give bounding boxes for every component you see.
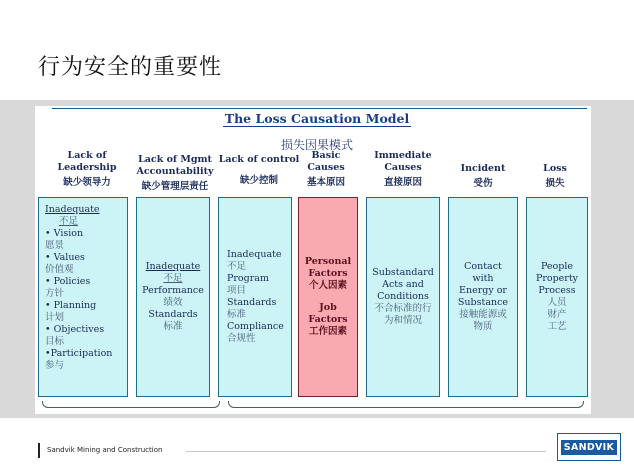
box-heading: Inadequate xyxy=(45,204,100,215)
box-accountability xyxy=(136,197,210,397)
sandvik-logo xyxy=(557,433,621,461)
box-heading-cn: 不足 xyxy=(163,273,183,284)
list-item-cn: 方针 xyxy=(45,288,65,299)
box-line: Program xyxy=(227,273,269,284)
box-line-cn: 接触能源或物质 xyxy=(459,309,507,332)
box-immediate-causes xyxy=(366,197,440,397)
list-item-cn: 参与 xyxy=(45,360,65,371)
list-item: • Values xyxy=(45,252,85,263)
model-title: The Loss Causation Model xyxy=(224,111,410,126)
box-heading: Inadequate xyxy=(145,261,201,272)
list-item: • Vision xyxy=(45,228,84,239)
footer-company: Sandvik Mining and Construction xyxy=(47,446,163,454)
box-control xyxy=(218,197,292,397)
box-line-cn: 标准 xyxy=(227,309,247,320)
footer-bar xyxy=(38,443,40,458)
box-line-cn: 工作因素 xyxy=(308,326,347,337)
brace-right xyxy=(228,401,584,408)
box-line-cn: 人员 财产 工艺 xyxy=(547,297,567,332)
col-head-immediate-causes: Immediate Causes 直接原因 xyxy=(374,150,432,188)
box-line: Personal Factors xyxy=(304,256,352,279)
box-incident xyxy=(448,197,518,397)
list-item-cn: 价值观 xyxy=(45,264,74,275)
col-head-control: Lack of control 缺少控制 xyxy=(218,154,300,186)
box-line-cn: 个人因素 xyxy=(308,280,347,291)
top-rule xyxy=(52,108,587,109)
list-item-cn: 愿景 xyxy=(45,240,65,251)
box-line-cn: 不足 xyxy=(227,261,247,272)
box-basic-causes xyxy=(298,197,358,397)
model-subtitle: 损失因果模式 xyxy=(280,138,353,152)
box-line-cn: 绩效 xyxy=(163,297,183,308)
col-head-accountability: Lack of Mgmt Accountability 缺少管理层责任 xyxy=(136,154,214,192)
brace-left xyxy=(42,401,220,408)
box-line-cn: 合规性 xyxy=(227,333,256,344)
list-item-cn: 计划 xyxy=(45,312,65,323)
box-line-cn: 标准 xyxy=(163,321,183,332)
col-head-incident: Incident 受伤 xyxy=(460,163,506,189)
col-head-loss: Loss 损失 xyxy=(543,163,567,189)
box-line: Standards xyxy=(148,309,198,320)
col-head-leadership: Lack of Leadership 缺少领导力 xyxy=(57,150,117,188)
list-item: • Policies xyxy=(45,276,91,287)
footer-rule xyxy=(186,451,546,452)
box-line: Standards xyxy=(227,297,277,308)
box-line-cn: 项目 xyxy=(227,285,247,296)
box-line: Contact with Energy or Substance xyxy=(457,261,509,308)
box-heading-cn: 不足 xyxy=(59,216,79,227)
box-line: Substandard Acts and Conditions xyxy=(372,267,434,302)
box-line-cn: 不合标准的行为和情况 xyxy=(374,303,432,326)
logo-text: SANDVIK xyxy=(561,440,617,455)
box-leadership xyxy=(38,197,128,397)
list-item: • Planning xyxy=(45,300,97,311)
box-loss xyxy=(526,197,588,397)
box-line: Inadequate xyxy=(227,249,282,260)
slide-title: 行为安全的重要性 xyxy=(38,55,223,80)
box-line: Compliance xyxy=(227,321,284,332)
list-item: • Objectives xyxy=(45,324,105,335)
box-line: Performance xyxy=(142,285,204,296)
box-line: Job Factors xyxy=(308,302,348,325)
list-item: •Participation xyxy=(45,348,113,359)
list-item-cn: 目标 xyxy=(45,336,65,347)
col-head-basic-causes: Basic Causes 基本原因 xyxy=(306,150,345,188)
box-line: People Property Process xyxy=(535,261,579,296)
